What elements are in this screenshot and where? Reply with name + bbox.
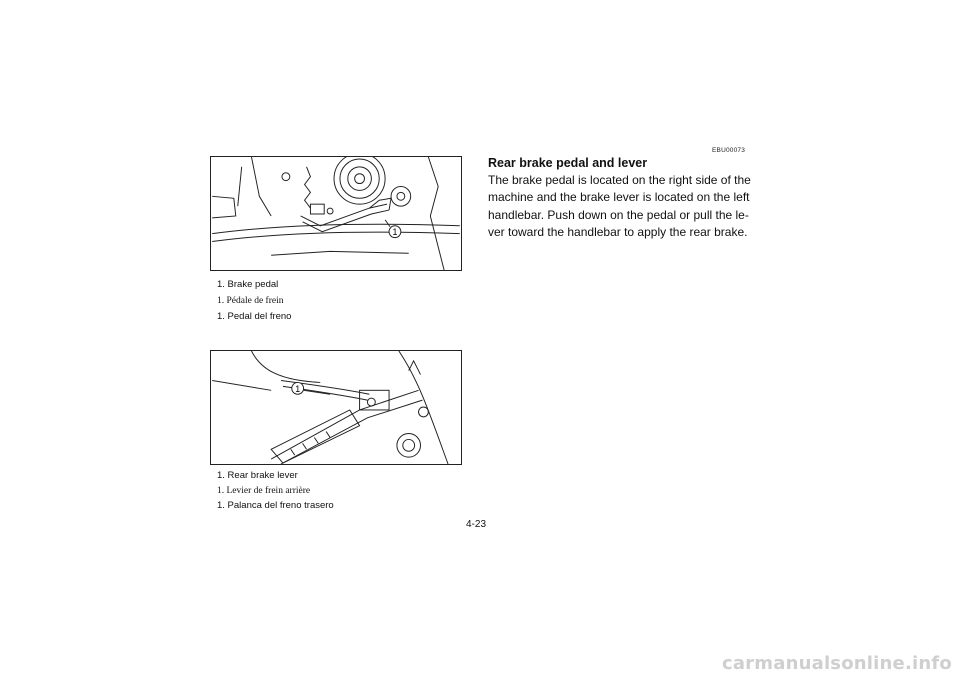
figure1-caption-en: 1. Brake pedal <box>217 279 279 290</box>
page-number: 4-23 <box>466 519 487 530</box>
rear-brake-lever-illustration <box>210 350 462 465</box>
body-line: ver toward the handlebar to apply the rear brake. <box>488 224 748 239</box>
brake-pedal-drawing <box>211 157 461 270</box>
body-line: machine and the brake lever is located on the left <box>488 190 750 205</box>
figure2-callout: 1 <box>295 383 301 394</box>
figure2-caption-fr: 1. Levier de frein arrière <box>217 486 311 496</box>
rear-brake-lever-drawing <box>211 351 461 464</box>
figure1-caption-fr: 1. Pédale de frein <box>217 296 284 306</box>
brake-pedal-illustration <box>210 156 462 271</box>
figure2-caption-es: 1. Palanca del freno trasero <box>217 500 334 511</box>
section-body <box>488 172 756 241</box>
body-line: The brake pedal is located on the right side of the <box>488 173 751 187</box>
section-heading: Rear brake pedal and lever <box>488 156 648 170</box>
body-line: handlebar. Push down on the pedal or pull the le- <box>488 207 749 222</box>
watermark: carmanualsonline.info <box>721 653 952 674</box>
figure1-caption-es: 1. Pedal del freno <box>217 311 292 322</box>
figure2-caption-en: 1. Rear brake lever <box>217 470 298 481</box>
section-code: EBU00073 <box>712 147 746 154</box>
figure1-callout: 1 <box>392 227 398 238</box>
